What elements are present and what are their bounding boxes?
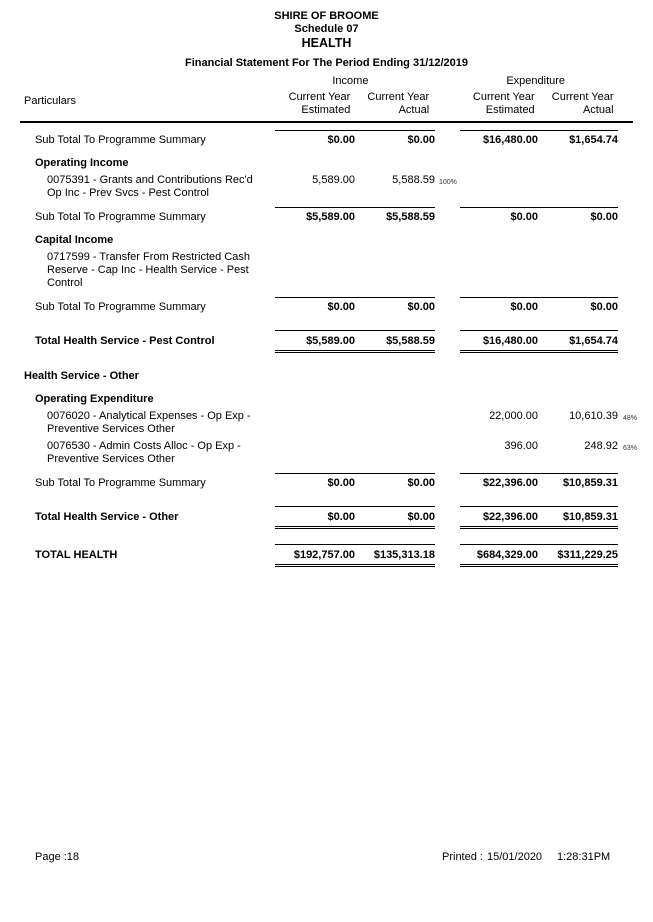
row-label-line: Sub Total To Programme Summary — [35, 134, 206, 146]
expenditure-estimated-value: $22,396.00 — [482, 477, 538, 489]
row-label — [0, 410, 275, 436]
row-label — [0, 440, 275, 466]
row-label-line: 0076020 - Analytical Expenses - Op Exp - — [47, 410, 251, 422]
column-header-row — [0, 91, 653, 117]
row-label-line: Preventive Services Other — [47, 423, 175, 435]
expenditure-percent-label: 63% — [623, 445, 638, 452]
expenditure-actual-value: $10,859.31 — [562, 511, 618, 523]
column-group-header-row — [0, 75, 653, 88]
income-estimated-value: $0.00 — [327, 511, 355, 523]
expenditure-values-group — [460, 440, 618, 453]
income-values-group — [275, 297, 435, 314]
row-label — [0, 174, 275, 200]
table-row — [0, 473, 653, 490]
table-row — [0, 234, 653, 247]
row-label — [0, 207, 275, 224]
income-values-group — [275, 544, 435, 567]
row-label-line: Total Health Service - Pest Control — [35, 335, 215, 347]
row-label-line: Operating Income — [35, 157, 129, 169]
row-label — [0, 370, 400, 383]
expenditure-percent-label — [618, 174, 653, 176]
expenditure-values-group — [460, 473, 618, 490]
row-label-line: Reserve - Cap Inc - Health Service - Pest — [47, 264, 249, 276]
income-estimated-value: 5,589.00 — [312, 174, 355, 186]
income-percent-label — [435, 544, 460, 546]
income-percent-label — [435, 251, 460, 253]
expenditure-actual-value: $1,654.74 — [569, 335, 618, 347]
table-row — [0, 330, 653, 353]
row-label — [0, 157, 400, 170]
page-number-label: Page :18 — [35, 851, 80, 863]
income-actual-value: $5,588.59 — [386, 335, 435, 347]
programme-title: HEALTH — [301, 36, 352, 50]
row-label — [0, 506, 275, 524]
row-label — [0, 297, 275, 314]
table-row — [0, 393, 653, 406]
table-row — [0, 506, 653, 529]
schedule-label: Schedule 07 — [294, 23, 359, 35]
col-header-expenditure-actual — [535, 91, 614, 117]
income-percent-label: 100% — [439, 179, 457, 186]
expenditure-percent-label — [618, 251, 653, 253]
expenditure-actual-value: 248.92 — [584, 440, 618, 452]
expenditure-percent-label — [618, 130, 653, 136]
particulars-header: Particulars — [24, 95, 76, 107]
expenditure-estimated-value: $22,396.00 — [482, 511, 538, 523]
printed-time: 1:28:31PM — [557, 851, 611, 863]
col-header-line: Estimated — [301, 104, 351, 116]
table-row — [0, 410, 653, 436]
header-rule — [20, 121, 633, 123]
income-values-group — [275, 330, 435, 353]
expenditure-actual-value: $0.00 — [590, 211, 618, 223]
col-header-expenditure-estimated — [458, 91, 535, 117]
income-actual-value: $0.00 — [407, 134, 435, 146]
expenditure-percent-label — [618, 473, 653, 479]
row-label — [0, 544, 275, 562]
expenditure-percent-label — [618, 330, 653, 332]
row-label — [0, 473, 275, 490]
row-label-line: Op Inc - Prev Svcs - Pest Control — [47, 187, 209, 199]
income-values-group — [275, 207, 435, 224]
expenditure-values-group — [460, 207, 618, 224]
table-row — [0, 174, 653, 200]
col-header-line: Current Year — [551, 91, 614, 103]
expenditure-percent-label — [618, 207, 653, 213]
income-percent-label — [435, 440, 460, 442]
col-header-line: Current Year — [472, 91, 535, 103]
statement-title: Financial Statement For The Period Ending 31/12/2019 — [184, 57, 469, 69]
income-actual-value: $0.00 — [407, 301, 435, 313]
table-row — [0, 207, 653, 224]
expenditure-estimated-value: $16,480.00 — [482, 335, 538, 347]
expenditure-values-group — [460, 410, 618, 423]
col-header-income-actual — [350, 91, 429, 117]
income-values-group — [275, 130, 435, 147]
row-label-line: Operating Expenditure — [35, 393, 154, 405]
row-label — [0, 330, 275, 348]
printed-date: 15/01/2020 — [487, 851, 543, 863]
table-row — [0, 297, 653, 314]
table-row — [0, 544, 653, 567]
row-label-line: Capital Income — [35, 234, 114, 246]
income-percent-label — [435, 297, 460, 303]
income-values-group — [275, 174, 435, 187]
income-percent-label — [435, 207, 460, 213]
row-label-line: Control — [47, 277, 83, 289]
income-percent-label — [435, 410, 460, 412]
expenditure-actual-value: $0.00 — [590, 301, 618, 313]
col-header-line: Current Year — [288, 91, 351, 103]
document-header — [0, 0, 653, 70]
expenditure-actual-value: 10,610.39 — [569, 410, 618, 422]
income-actual-value: $0.00 — [407, 511, 435, 523]
printed-label: Printed : — [442, 851, 483, 863]
row-label — [0, 130, 275, 147]
row-label-line: 0076530 - Admin Costs Alloc - Op Exp - — [47, 440, 241, 452]
row-label — [0, 251, 275, 290]
row-label — [0, 234, 400, 247]
table-row — [0, 130, 653, 147]
expenditure-estimated-value: 22,000.00 — [489, 410, 538, 422]
income-percent-label — [435, 473, 460, 479]
income-estimated-value: $5,589.00 — [306, 211, 355, 223]
income-values-group — [275, 473, 435, 490]
expenditure-estimated-value: $0.00 — [510, 301, 538, 313]
expenditure-values-group — [460, 130, 618, 147]
col-header-line: Estimated — [485, 104, 535, 116]
income-estimated-value: $0.00 — [327, 134, 355, 146]
income-estimated-value: $5,589.00 — [306, 335, 355, 347]
expenditure-actual-value: $1,654.74 — [569, 134, 618, 146]
expenditure-values-group — [460, 330, 618, 353]
expenditure-estimated-value: $684,329.00 — [476, 549, 538, 561]
expenditure-percent-label — [618, 506, 653, 508]
expenditure-values-group — [460, 297, 618, 314]
income-values-group — [275, 506, 435, 529]
row-label-line: Sub Total To Programme Summary — [35, 211, 206, 223]
income-estimated-value: $0.00 — [327, 477, 355, 489]
income-percent-label — [435, 506, 460, 508]
expenditure-percent-label — [618, 544, 653, 546]
expenditure-values-group — [460, 544, 618, 567]
row-label-line: Total Health Service - Other — [35, 511, 179, 523]
expenditure-group-header: Expenditure — [506, 75, 566, 87]
table-row — [0, 440, 653, 466]
income-group-header: Income — [332, 75, 369, 87]
col-header-line: Actual — [398, 104, 430, 116]
row-label-line: Health Service - Other — [24, 370, 139, 382]
row-label-line: TOTAL HEALTH — [35, 549, 118, 561]
income-actual-value: $135,313.18 — [373, 549, 435, 561]
row-label-line: Preventive Services Other — [47, 453, 175, 465]
income-estimated-value: $192,757.00 — [293, 549, 355, 561]
expenditure-estimated-value: $0.00 — [510, 211, 538, 223]
col-header-income-estimated — [271, 91, 350, 117]
income-actual-value: $5,588.59 — [386, 211, 435, 223]
expenditure-actual-value: $311,229.25 — [557, 549, 618, 561]
page-footer — [0, 851, 653, 865]
row-label-line: Sub Total To Programme Summary — [35, 477, 206, 489]
income-percent-label — [435, 330, 460, 332]
table-row — [0, 370, 653, 383]
expenditure-percent-label: 48% — [623, 415, 638, 422]
expenditure-percent-label — [618, 297, 653, 303]
income-estimated-value: $0.00 — [327, 301, 355, 313]
col-header-line: Actual — [582, 104, 614, 116]
row-label — [0, 393, 400, 406]
expenditure-estimated-value: $16,480.00 — [482, 134, 538, 146]
table-row — [0, 251, 653, 290]
table-body — [0, 130, 653, 567]
col-header-line: Current Year — [367, 91, 430, 103]
income-actual-value: 5,588.59 — [392, 174, 435, 186]
row-label-line: 0717599 - Transfer From Restricted Cash — [47, 251, 250, 263]
row-label-line: 0075391 - Grants and Contributions Rec'd — [47, 174, 253, 186]
row-label-line: Sub Total To Programme Summary — [35, 301, 206, 313]
expenditure-estimated-value: 396.00 — [504, 440, 538, 452]
income-actual-value: $0.00 — [407, 477, 435, 489]
organisation-title: SHIRE OF BROOME — [274, 10, 379, 22]
income-percent-label — [435, 130, 460, 136]
table-row — [0, 157, 653, 170]
expenditure-actual-value: $10,859.31 — [562, 477, 618, 489]
expenditure-values-group — [460, 506, 618, 529]
